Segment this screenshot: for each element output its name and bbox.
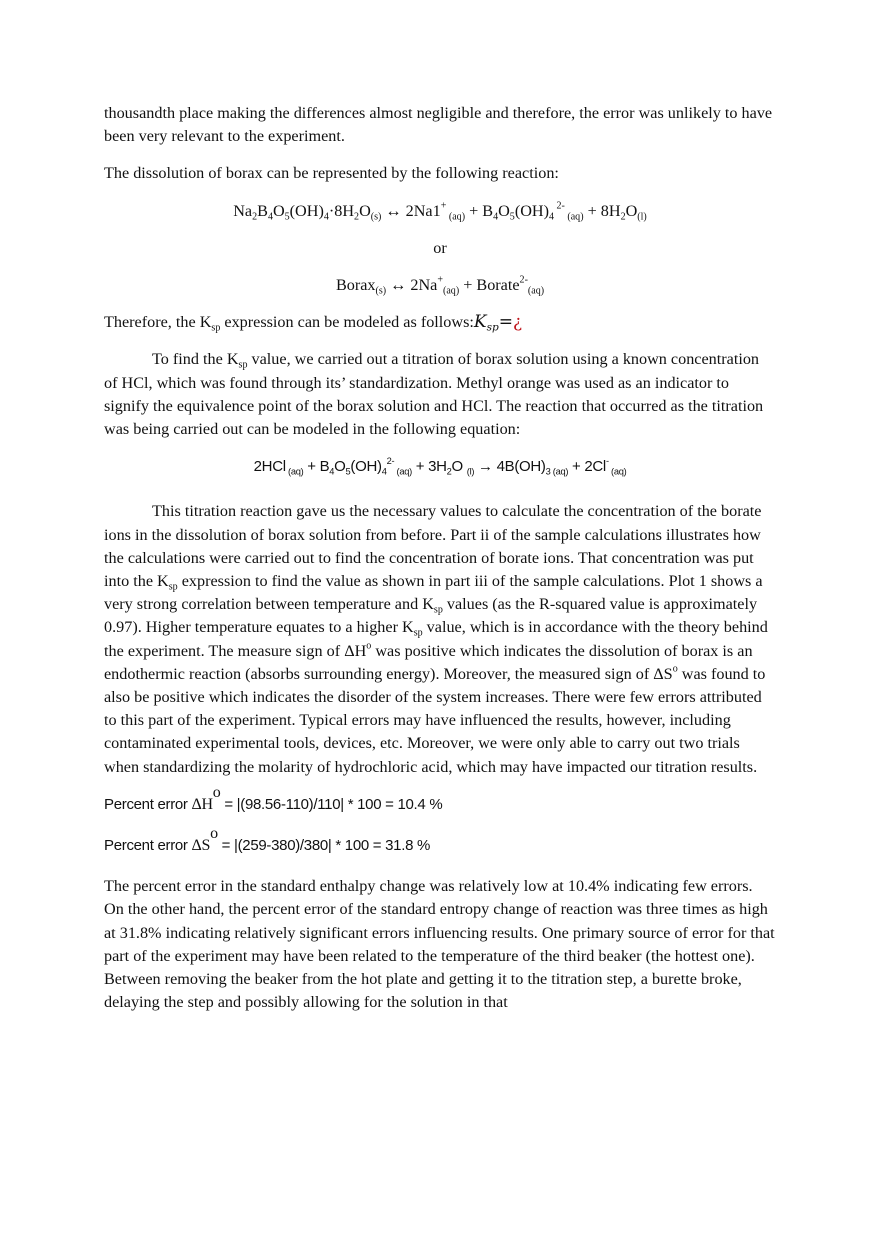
percent-error-entropy: Percent error $\Delta S^o = |(259-380)/380| * 100 = 31.8$ % <box>104 825 431 855</box>
equation-borax-dissolution: $Na_2B_4O_5(OH)_4\cdot 8H_2O_{(s)}$ ↔ 2Na1+ $_{(aq)} + B_4O_5(OH)_4$ $^{2-}$ $_{(aq)} + 8H_2O_{(l)}$ <box>233 200 647 223</box>
percent-error-enthalpy: Percent error $\Delta H^o = |(98.56-110)/110| * 100 = 10.4$ % <box>104 783 443 813</box>
paragraph-intro: thousandth place making the differences almost negligible and therefore, the error was unlikely to have been very relevant to the experiment. <box>104 104 773 146</box>
equation-borax-simplified: Borax$_{(s)}$ ↔ $2Na^+_{(aq)}$ + Borate$^{2-}_{(aq)}$ <box>335 274 545 297</box>
paragraph-dissolution: The dissolution of borax can be represented by the following reaction: <box>104 164 559 183</box>
paragraph-percent-error-discussion: The percent error in the standard enthalpy change was relatively low at 10.4% indicating few errors. On the other hand, the percent error of the standard entropy change of reaction was three times as high at 31.8% indicating relatively significant errors influencing results. One primary source of error for that part of the experiment may have been related to the temperature of the third beaker (the hottest one). Between removing the beaker from the hot plate and getting it to the titration step, a burette broke, delaying the step and possibly allowing for the solution in that <box>104 877 775 1012</box>
paragraph-titration: To find the $K_{sp}$ value, we carried out a titration of borax solution using a known concentration of HCl, which was found through its’ standardization. Methyl orange was used as an indicator to signify the equivalence point of the borax solution and HCl. The reaction that occurred as the titration was being carried out can be modeled in the following equation: <box>104 350 764 439</box>
paragraph-ksp-expression: Therefore, the $K_{sp}$ expression can be modeled as $follows:K_{sp}=¿$ <box>104 312 523 334</box>
equation-titration: 2HCl $_{(aq)} + B_4O_5(OH)_4^{2-}$ $_{(aq)} + 3H_2O$ $_{(l)} \to 4B(OH)_{3 (aq)} + 2Cl^-$ $_{(aq)}$ <box>253 456 627 477</box>
paragraph-analysis: This titration reaction gave us the necessary values to calculate the concentration of the borate ions in the dissolution of borax solution from before. Part ii of the sample calculations illustrates how the calculations were carried out to find the concentration of borate ions. That concentration was put into the $K_{sp}$ expression to find the value as shown in part iii of the sample calculations. Plot 1 shows a very strong correlation between temperature and $K_{sp}$ values (as the R-squared value is approximately 0.97). Higher temperature equates to a higher $K_{sp}$ value, which is in accordance with the theory behind the experiment. The measure sign of $\Delta H^o$ was positive which indicates the dissolution of borax is an endothermic reaction (absorbs surrounding energy). Moreover, the measured sign of $\Delta S^o$ was found to also be positive which indicates the disorder of the system increases. There were few errors attributed to this part of the experiment. Typical errors may have influenced the results, however, including contaminated experimental tools, devices, etc. Moreover, we were only able to carry out two trials when standardizing the molarity of hydrochloric acid, which may have impacted our titration results. <box>104 502 768 776</box>
formula-placeholder-glyph: ¿ <box>513 312 523 333</box>
ksp-formula: $K_{sp}=¿$ <box>473 312 523 334</box>
equation-or: or <box>433 238 447 257</box>
document-body <box>104 102 776 1029</box>
